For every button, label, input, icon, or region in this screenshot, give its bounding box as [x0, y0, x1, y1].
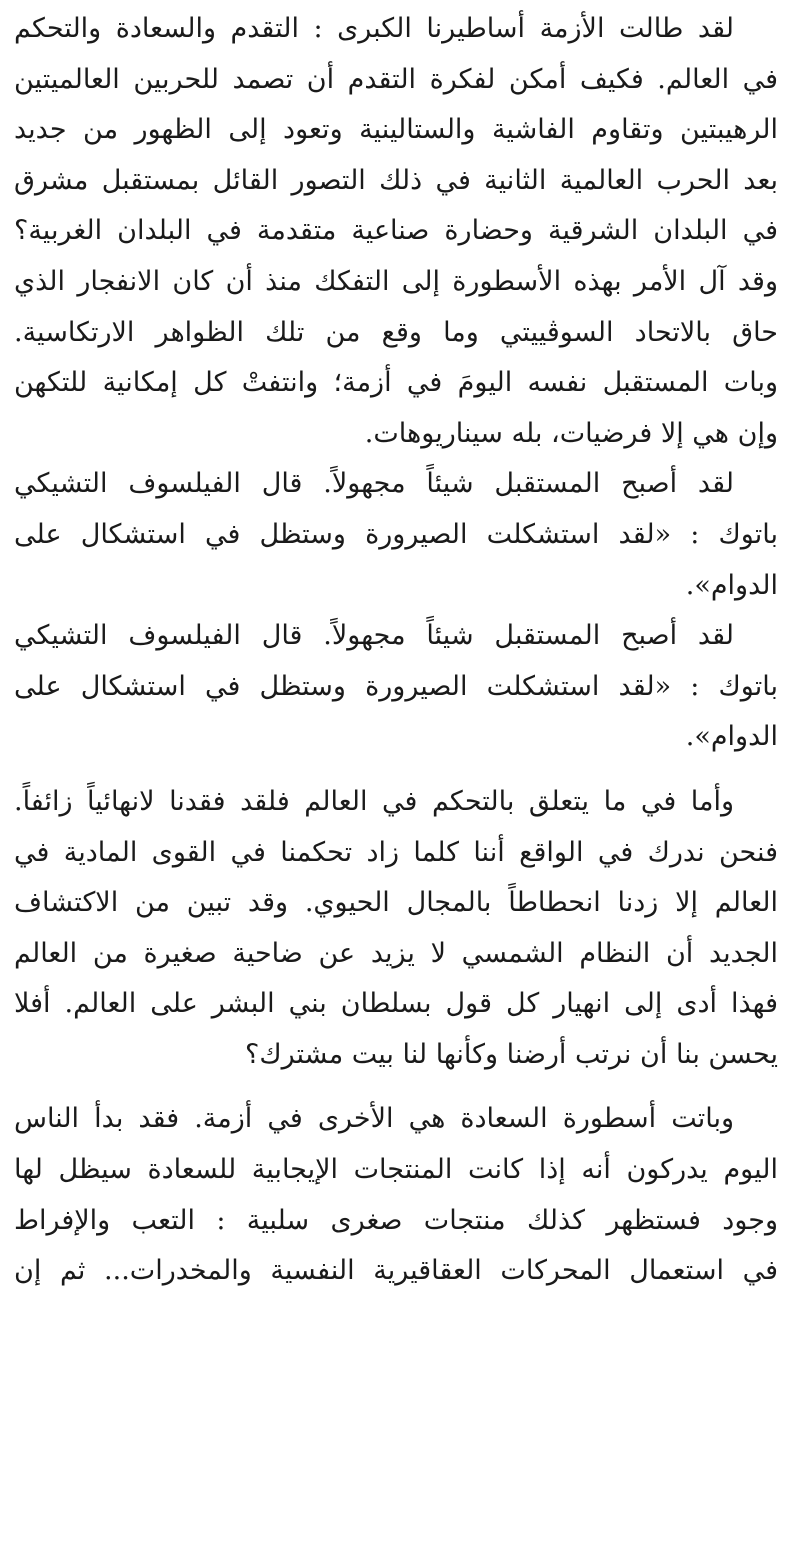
text-line: وباتت أسطورة السعادة هي الأخرى في أزمة. فقد بدأ الناس: [14, 1103, 734, 1135]
text-line: وجود فستظهر كذلك منتجات صغرى سلبية : التعب والإفراط: [14, 1204, 778, 1236]
text-line: الدوام».: [685, 569, 778, 601]
text-line: اليوم يدركون أنه إذا كانت المنتجات الإيجابية للسعادة سيظل لها: [14, 1154, 778, 1186]
text-line: لقد أصبح المستقبل شيئاً مجهولاً. قال الفيلسوف التشيكي: [14, 620, 734, 652]
text-line: في البلدان الشرقية وحضارة صناعية متقدمة في البلدان الغربية؟: [14, 215, 778, 247]
text-line: باتوك : «لقد استشكلت الصيرورة وستظل في استشكال على: [14, 670, 778, 702]
paragraph-world-control: [14, 777, 778, 1081]
text-line: حاق بالاتحاد السوڤييتي وما وقع من تلك الظواهر الارتكاسية.: [14, 316, 778, 348]
text-line: الرهيبتين وتقاوم الفاشية والستالينية وتعود إلى الظهور من جديد: [14, 114, 778, 146]
paragraph-happiness-myth: [14, 1094, 778, 1296]
text-line: فهذا أدى إلى انهيار كل قول بسلطان بني البشر على العالم. أفلا: [14, 988, 778, 1020]
text-line: يحسن بنا أن نرتب أرضنا وكأنها لنا بيت مشترك؟: [245, 1038, 778, 1070]
text-line: الدوام».: [685, 721, 778, 753]
text-line: العالم إلا زدنا انحطاطاً بالمجال الحيوي. وقد تبين من الاكتشاف: [14, 887, 778, 919]
text-line: في استعمال المحركات العقاقيرية النفسية والمخدرات... ثم إن: [14, 1255, 778, 1287]
text-line: بعد الحرب العالمية الثانية في ذلك التصور القائل بمستقبل مشرق: [14, 164, 778, 196]
text-line: لقد طالت الأزمة أساطيرنا الكبرى : التقدم والسعادة والتحكم: [14, 13, 734, 44]
text-line: الجديد أن النظام الشمسي لا يزيد عن ضاحية صغيرة من العالم: [14, 937, 778, 969]
paragraph-future-unknown-repeat: [14, 611, 778, 763]
text-line: فنحن ندرك في الواقع أننا كلما زاد تحكمنا في القوى المادية في: [14, 836, 778, 868]
paragraph-future-unknown: [14, 459, 778, 611]
text-line: في العالم. فكيف أمكن لفكرة التقدم أن تصمد للحربين العالميتين: [14, 63, 778, 95]
text-line: باتوك : «لقد استشكلت الصيرورة وستظل في استشكال على: [14, 518, 778, 550]
text-line: وبات المستقبل نفسه اليومَ في أزمة؛ وانتفتْ كل إمكانية للتكهن: [14, 367, 778, 399]
text-line: لقد أصبح المستقبل شيئاً مجهولاً. قال الفيلسوف التشيكي: [14, 468, 734, 500]
text-line: وإن هي إلا فرضيات، بله سيناريوهات.: [364, 417, 778, 449]
text-line: وقد آل الأمر بهذه الأسطورة إلى التفكك منذ أن كان الانفجار الذي: [14, 265, 778, 297]
paragraph-myths-crisis: [14, 4, 778, 459]
text-line: وأما في ما يتعلق بالتحكم في العالم فلقد فقدنا لانهائياً زائفاً.: [14, 785, 734, 817]
